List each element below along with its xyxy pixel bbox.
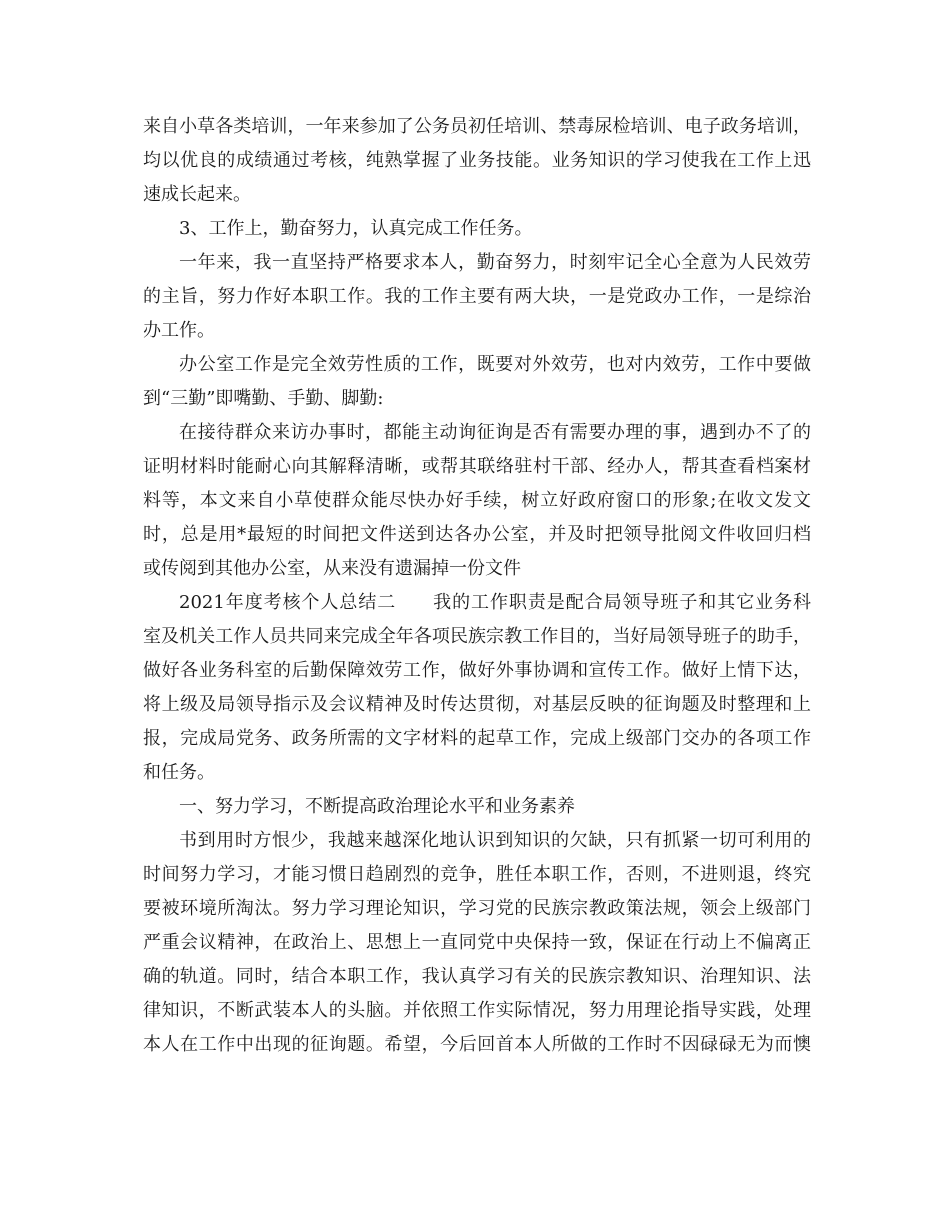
text-line: 或传阅到其他办公室，从来没有遗漏掉一份文件 (143, 558, 521, 579)
section-heading: 2021年度考核个人总结二 (179, 592, 397, 613)
text-line: 做好各业务科室的后勤保障效劳工作，做好外事协调和宣传工作。做好上情下达， (143, 660, 811, 681)
text-line: 3、工作上，勤奋努力，认真完成工作任务。 (179, 218, 533, 239)
text-line: 办工作。 (143, 320, 215, 341)
text-line: 办公室工作是完全效劳性质的工作，既要对外效劳，也对内效劳，工作中要做 (179, 354, 811, 375)
text-line: 报，完成局党务、政务所需的文字材料的起草工作，完成上级部门交办的各项工作 (143, 728, 811, 749)
document-body (143, 110, 811, 1062)
text-line: 在接待群众来访办事时，都能主动询征询是否有需要办理的事，遇到办不了的 (179, 422, 811, 443)
text-line: 确的轨道。同时，结合本职工作，我认真学习有关的民族宗教知识、治理知识、法 (143, 966, 811, 987)
text-line: 证明材料时能耐心向其解释清晰，或帮其联络驻村干部、经办人，帮其查看档案材 (143, 456, 811, 477)
text-line: 来自小草各类培训，一年来参加了公务员初任培训、禁毒尿检培训、电子政务培训， (143, 116, 811, 137)
text-line: 室及机关工作人员共同来完成全年各项民族宗教工作目的，当好局领导班子的助手， (143, 626, 811, 647)
text-line: 律知识，不断武装本人的头脑。并依照工作实际情况，努力用理论指导实践，处理 (143, 1000, 811, 1021)
text-line: 速成长起来。 (143, 184, 251, 205)
text-line: 和任务。 (143, 762, 215, 783)
text-line: 一年来，我一直坚持严格要求本人，勤奋努力，时刻牢记全心全意为人民效劳 (179, 252, 811, 273)
text-line: 书到用时方恨少，我越来越深化地认识到知识的欠缺，只有抓紧一切可利用的 (179, 830, 811, 851)
text-line: 时，总是用*最短的时间把文件送到达各办公室，并及时把领导批阅文件收回归档 (143, 524, 811, 545)
text-line: 严重会议精神，在政治上、思想上一直同党中央保持一致，保证在行动上不偏离正 (143, 932, 811, 953)
text-line: 将上级及局领导指示及会议精神及时传达贯彻，对基层反映的征询题及时整理和上 (143, 694, 811, 715)
text-line: 一、努力学习，不断提高政治理论水平和业务素养 (179, 796, 575, 817)
text-span: 我的工作职责是配合局领导班子和其它业务科 (432, 592, 812, 613)
text-line: 的主旨，努力作好本职工作。我的工作主要有两大块，一是党政办工作，一是综治 (143, 286, 811, 307)
text-line: 料等，本文来自小草使群众能尽快办好手续，树立好政府窗口的形象;在收文发文 (143, 490, 811, 511)
text-line (143, 586, 811, 620)
text-line: 本人在工作中出现的征询题。希望，今后回首本人所做的工作时不因碌碌无为而懊 (143, 1034, 811, 1055)
text-line: 均以优良的成绩通过考核，纯熟掌握了业务技能。业务知识的学习使我在工作上迅 (143, 150, 811, 171)
text-line: 到“三勤”即嘴勤、手勤、脚勤: (143, 388, 384, 409)
text-line: 要被环境所淘汰。努力学习理论知识，学习党的民族宗教政策法规，领会上级部门 (143, 898, 811, 919)
text-line: 时间努力学习，才能习惯日趋剧烈的竞争，胜任本职工作，否则，不进则退，终究 (143, 864, 811, 885)
